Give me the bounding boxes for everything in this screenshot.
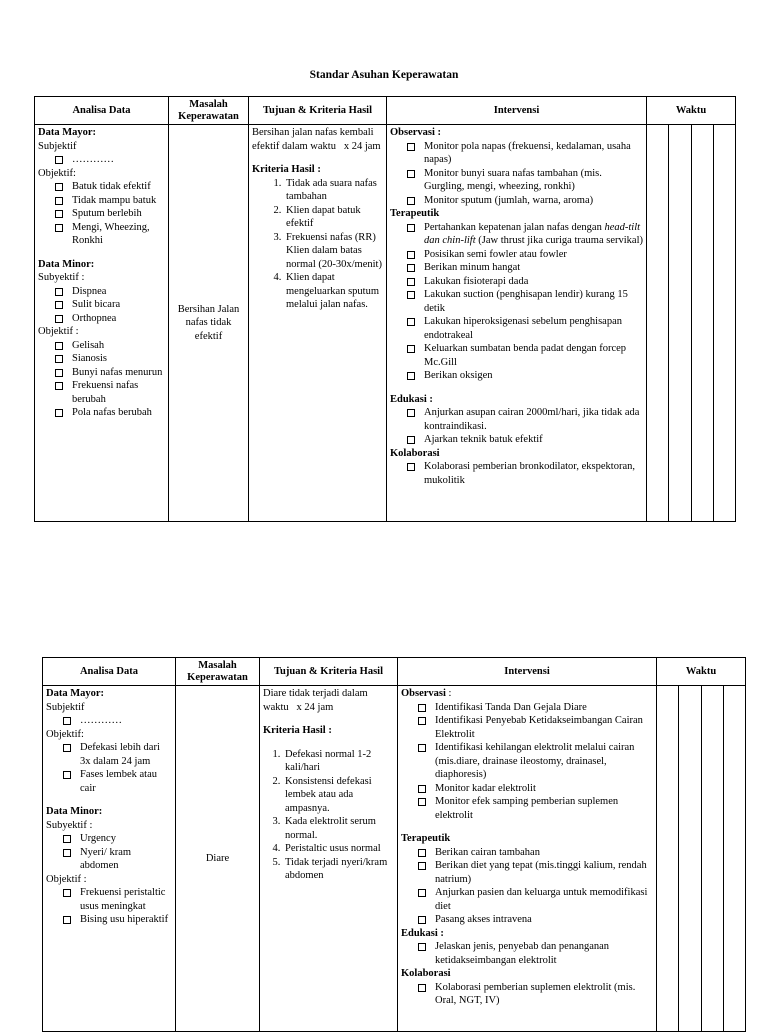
list-item: Urgency — [63, 832, 172, 846]
waktu-cell — [647, 125, 736, 522]
list-item: Monitor bunyi suara nafas tambahan (mis. Gurgling, mengi, wheezing, ronkhi) — [407, 167, 643, 194]
list-item: Jelaskan jenis, penyebab dan penanganan ketidakseimbangan elektrolit — [418, 940, 653, 967]
terapeutik-list — [401, 846, 653, 927]
header-intervensi: Intervensi — [387, 97, 647, 125]
list-item: Ajarkan teknik batuk efektif — [407, 433, 643, 447]
data-mayor-title: Data Mayor: — [38, 127, 97, 138]
terapeutik-title: Terapeutik — [401, 833, 451, 844]
list-item: Mengi, Wheezing, Ronkhi — [55, 221, 165, 248]
kolaborasi-title: Kolaborasi — [401, 968, 451, 979]
list-item: Dispnea — [55, 285, 165, 299]
care-plan-table-1 — [34, 96, 736, 522]
kriteria-hasil-title: Kriteria Hasil : — [252, 164, 321, 175]
list-item: Identifikasi Tanda Dan Gejala Diare — [418, 701, 653, 715]
list-item: Frekuensi peristaltic usus meningkat — [63, 886, 172, 913]
list-item: Sianosis — [55, 352, 165, 366]
list-item: Lakukan fisioterapi dada — [407, 275, 643, 289]
list-item: Identifikasi kehilangan elektrolit melalui cairan (mis.diare, drainase ileostomy, drainasel, diaphoresis) — [418, 741, 653, 782]
list-item: Monitor pola napas (frekuensi, kedalaman, usaha napas) — [407, 140, 643, 167]
tujuan-intro: Bersihan jalan nafas kembali efektif dalam waktu x 24 jam — [252, 127, 381, 152]
data-minor-title: Data Minor: — [46, 806, 103, 817]
list-item: Pertahankan kepatenan jalan nafas dengan head-tilt dan chin-lift (Jaw thrust jika curiga trauma servikal) — [407, 221, 643, 248]
minor-objektif-label: Objektif : — [46, 873, 87, 885]
subjektif-label: Subjektif — [46, 701, 85, 713]
list-item: Keluarkan sumbatan benda padat dengan forcep Mc.Gill — [407, 342, 643, 369]
list-item: Monitor efek samping pemberian suplemen elektrolit — [418, 795, 653, 822]
intervensi-cell — [387, 125, 647, 522]
tujuan-kriteria-cell — [260, 686, 398, 1032]
list-item: Bising usu hiperaktif — [63, 913, 172, 927]
data-minor-title: Data Minor: — [38, 258, 95, 270]
minor-objektif-label: Objektif : — [38, 326, 79, 337]
data-mayor-title: Data Mayor: — [46, 688, 105, 699]
kriteria-hasil-list — [252, 177, 383, 312]
list-item: Berikan minum hangat — [407, 261, 643, 275]
list-item: 1. Tidak ada suara nafas tambahan — [284, 177, 383, 204]
list-item: Monitor sputum (jumlah, warna, aroma) — [407, 194, 643, 208]
list-item: Anjurkan asupan cairan 2000ml/hari, jika tidak ada kontraindikasi. — [407, 406, 643, 433]
list-item: Anjurkan pasien dan keluarga untuk memodifikasi diet — [418, 886, 653, 913]
list-item: Lakukan hiperoksigenasi sebelum penghisapan endotrakeal — [407, 315, 643, 342]
page-title: Standar Asuhan Keperawatan — [309, 69, 459, 81]
analisa-data-cell — [35, 125, 169, 522]
edukasi-list — [401, 940, 653, 967]
observasi-title: Observasi : — [390, 127, 442, 138]
kolaborasi-title: Kolaborasi — [390, 447, 440, 459]
header-waktu: Waktu — [647, 97, 736, 125]
list-item: Pola nafas berubah — [55, 406, 165, 420]
observasi-title: Observasi — [401, 688, 446, 699]
waktu-cell — [657, 686, 746, 1032]
minor-subjektif-label: Subyektif : — [38, 272, 85, 283]
list-item: 1. Defekasi normal 1-2 kali/hari — [283, 748, 394, 775]
list-item: Posisikan semi fowler atau fowler — [407, 248, 643, 262]
header-tujuan: Tujuan & Kriteria Hasil — [260, 658, 398, 686]
minor-objektif-list — [46, 886, 172, 927]
list-item: Gelisah — [55, 339, 165, 353]
list-item: Fases lembek atau cair — [63, 768, 172, 795]
header-analisa: Analisa Data — [43, 658, 176, 686]
list-item: Orthopnea — [55, 312, 165, 326]
objektif-list — [38, 180, 165, 248]
header-masalah: Masalah Keperawatan — [176, 658, 260, 686]
subjektif-list — [38, 153, 165, 167]
edukasi-list — [390, 406, 643, 447]
list-item: Frekuensi nafas berubah — [55, 379, 165, 406]
list-item: 2. Klien dapat batuk efektif — [284, 204, 383, 231]
list-item: Batuk tidak efektif — [55, 180, 165, 194]
header-tujuan: Tujuan & Kriteria Hasil — [249, 97, 387, 125]
objektif-label: Objektif: — [38, 167, 76, 179]
objektif-label: Objektif: — [46, 728, 84, 740]
list-item: 3. Kada elektrolit serum normal. — [283, 815, 394, 842]
objektif-list — [46, 741, 172, 795]
tujuan-kriteria-cell — [249, 125, 387, 522]
analisa-data-cell — [43, 686, 176, 1032]
minor-objektif-list — [38, 339, 165, 420]
observasi-list — [390, 140, 643, 208]
list-item: Tidak mampu batuk — [55, 194, 165, 208]
kolaborasi-list — [390, 460, 643, 487]
tujuan-intro: Diare tidak terjadi dalam waktu x 24 jam — [263, 688, 371, 713]
observasi-title-row: Observasi : — [401, 688, 452, 699]
care-plan-table-2 — [42, 657, 746, 1032]
list-item: ………… — [55, 153, 165, 167]
list-item: ………… — [63, 714, 172, 728]
header-intervensi: Intervensi — [398, 658, 657, 686]
list-item: Kolaborasi pemberian bronkodilator, ekspektoran, mukolitik — [407, 460, 643, 487]
list-item: 4. Peristaltic usus normal — [283, 842, 394, 856]
terapeutik-title: Terapeutik — [390, 208, 440, 219]
list-item: Pasang akses intravena — [418, 913, 653, 927]
list-item: 3. Frekuensi nafas (RR) Klien dalam batas normal (20-30x/menit) — [284, 231, 383, 272]
list-item: 4. Klien dapat mengeluarkan sputum melalui jalan nafas. — [284, 271, 383, 312]
subjektif-list — [46, 714, 172, 728]
kriteria-hasil-list — [263, 748, 394, 883]
list-item: 2. Konsistensi defekasi lembek atau ada ampasnya. — [283, 775, 394, 816]
list-item: Sputum berlebih — [55, 207, 165, 221]
minor-subjektif-label: Subyektif : — [46, 819, 93, 831]
minor-subjektif-list — [38, 285, 165, 326]
masalah-keperawatan-cell: Diare — [176, 686, 260, 1032]
list-item: Lakukan suction (penghisapan lendir) kurang 15 detik — [407, 288, 643, 315]
list-item: Berikan diet yang tepat (mis.tinggi kalium, rendah natrium) — [418, 859, 653, 886]
list-item: Berikan cairan tambahan — [418, 846, 653, 860]
list-item: Bunyi nafas menurun — [55, 366, 165, 380]
list-item: Sulit bicara — [55, 298, 165, 312]
header-masalah: Masalah Keperawatan — [169, 97, 249, 125]
list-item: Kolaborasi pemberian suplemen elektrolit (mis. Oral, NGT, IV) — [418, 981, 653, 1008]
terapeutik-list — [390, 221, 643, 383]
kriteria-hasil-title: Kriteria Hasil : — [263, 725, 332, 736]
list-item: Berikan oksigen — [407, 369, 643, 383]
list-item: Monitor kadar elektrolit — [418, 782, 653, 796]
minor-subjektif-list — [46, 832, 172, 873]
observasi-list — [401, 701, 653, 823]
list-item: 5. Tidak terjadi nyeri/kram abdomen — [283, 856, 394, 883]
list-item: Identifikasi Penyebab Ketidakseimbangan Cairan Elektrolit — [418, 714, 653, 741]
header-analisa: Analisa Data — [35, 97, 169, 125]
kolaborasi-list — [401, 981, 653, 1008]
edukasi-title: Edukasi : — [390, 393, 433, 405]
intervensi-cell — [398, 686, 657, 1032]
edukasi-title: Edukasi : — [401, 927, 444, 939]
list-item: Nyeri/ kram abdomen — [63, 846, 172, 873]
subjektif-label: Subjektif — [38, 140, 77, 152]
header-waktu: Waktu — [657, 658, 746, 686]
list-item: Defekasi lebih dari 3x dalam 24 jam — [63, 741, 172, 768]
masalah-keperawatan-cell: Bersihan Jalan nafas tidak efektif — [169, 125, 249, 522]
